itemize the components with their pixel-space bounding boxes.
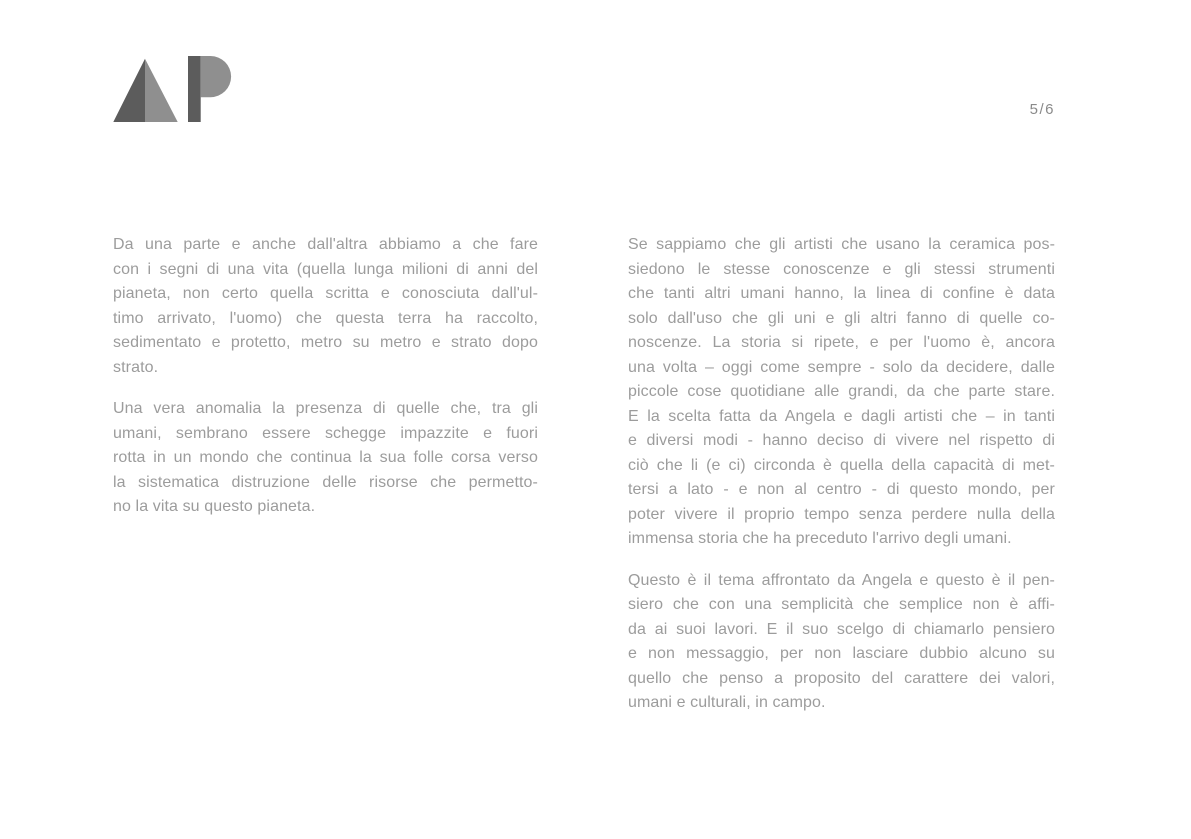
- text-line: Una vera anomalia la presenza di quelle che, tra gli: [113, 400, 538, 417]
- paragraph: [113, 233, 538, 380]
- text-line: Se sappiamo che gli artisti che usano la ceramica pos-: [628, 236, 1055, 253]
- text-line: ciò che li (e ci) circonda è quella della capacità di met-: [628, 456, 1055, 474]
- right-column: [628, 233, 1055, 716]
- text-line: la sistematica distruzione delle risorse che permetto-: [113, 473, 538, 491]
- text-line: siero che con una semplicità che semplice non è affi-: [628, 596, 1055, 613]
- text-line: E la scelta fatta da Angela e dagli artisti che – in tanti: [628, 407, 1055, 425]
- text-line: da ai suoi lavori. E il suo scelgo di chiamarlo pensiero: [628, 620, 1055, 638]
- text-line: immensa storia che ha preceduto l'arrivo degli umani.: [628, 530, 1012, 547]
- text-line: siedono le stesse conoscenze e gli stessi strumenti: [628, 260, 1055, 278]
- text-line: rotta in un mondo che continua la sua folle corsa verso: [113, 449, 538, 466]
- text-line: Da una parte e anche dall'altra abbiamo a che fare: [113, 236, 538, 253]
- text-line: pianeta, non certo quella scritta e conosciuta dall'ul-: [113, 285, 538, 302]
- logo-p-bowl-light: [201, 56, 231, 97]
- text-line: timo arrivato, l'uomo) che questa terra ha raccolto,: [113, 309, 538, 327]
- paragraph: [628, 569, 1055, 716]
- paragraph: [113, 397, 538, 520]
- text-line: sedimentato e protetto, metro su metro e strato dopo: [113, 334, 538, 351]
- text-line: una volta – oggi come sempre - solo da decidere, dalle: [628, 358, 1055, 376]
- text-line: strato.: [113, 358, 159, 376]
- text-line: e diversi modi - hanno deciso di vivere nel rispetto di: [628, 432, 1055, 449]
- text-line: umani e culturali, in campo.: [628, 694, 826, 711]
- text-line: con i segni di una vita (quella lunga milioni di anni del: [113, 260, 538, 278]
- text-line: piccole cose quotidiane alle grandi, da che parte stare.: [628, 383, 1055, 400]
- text-line: tersi a lato - e non al centro - di questo mondo, per: [628, 481, 1055, 498]
- text-line: poter vivere il proprio tempo senza perdere nulla della: [628, 505, 1055, 523]
- text-line: che tanti altri umani hanno, la linea di confine è data: [628, 285, 1055, 302]
- text-line: e non messaggio, per non lasciare dubbio alcuno su: [628, 645, 1055, 662]
- left-column: [113, 233, 538, 716]
- text-line: noscenze. La storia si ripete, e per l'uomo è, ancora: [628, 334, 1055, 351]
- text-line: Questo è il tema affrontato da Angela e questo è il pen-: [628, 571, 1055, 589]
- text-line: no la vita su questo pianeta.: [113, 498, 316, 515]
- text-line: solo dall'uso che gli uni e gli altri fanno di quelle co-: [628, 309, 1055, 327]
- page-number: 5/6: [1029, 101, 1055, 118]
- text-line: umani, sembrano essere schegge impazzite e fuori: [113, 424, 538, 442]
- text-line: quello che penso a proposito del carattere dei valori,: [628, 669, 1055, 687]
- text-columns: [113, 233, 1055, 716]
- paragraph: [628, 233, 1055, 552]
